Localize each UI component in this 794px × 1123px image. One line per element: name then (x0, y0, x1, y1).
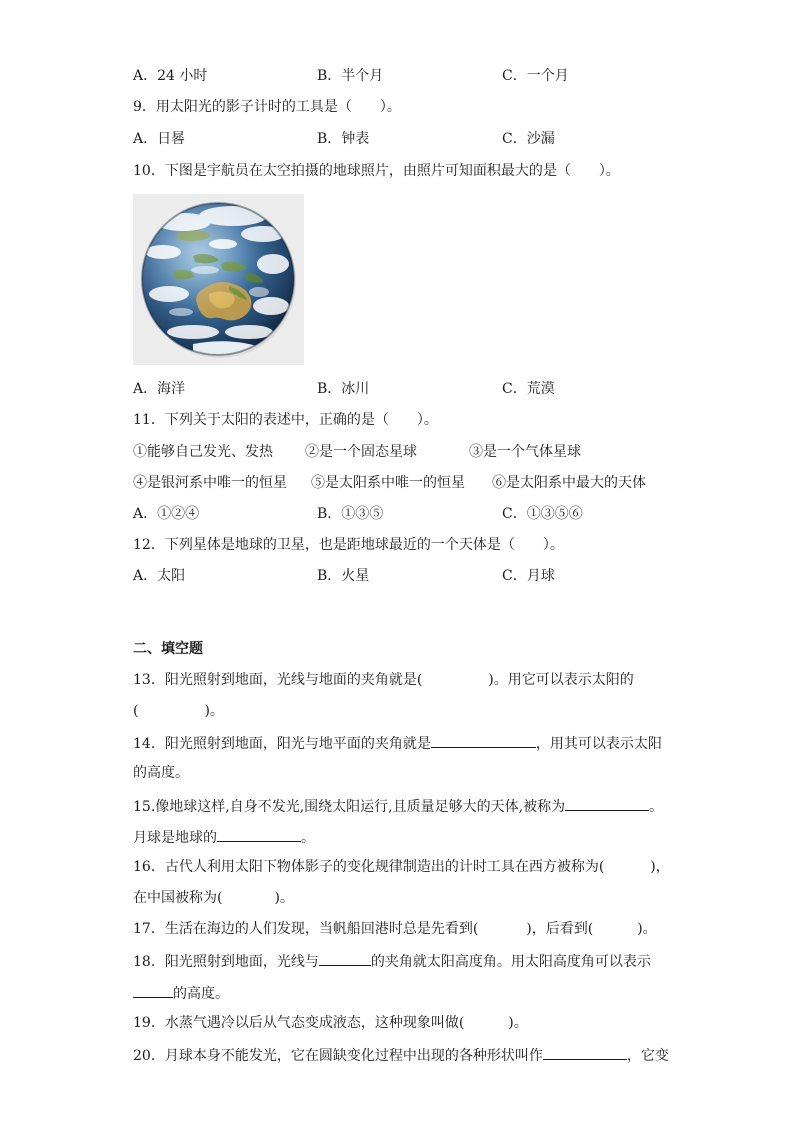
q13-line-1 (133, 671, 634, 689)
q12-option-b: B．火星 (317, 568, 370, 584)
q11-option-a: A．①②④ (133, 506, 200, 522)
q18-blank-2[interactable] (133, 983, 173, 998)
q10-option-c: C．荒漠 (502, 381, 555, 397)
q15-text-1a: 15.像地球这样,自身不发光,围绕太阳运行,且质量足够大的天体,被称为 (133, 799, 566, 815)
q17-text-a: 17．生活在海边的人们发现，当帆船回港时总是先看到( (133, 921, 479, 937)
q17-line (133, 920, 657, 938)
q18-blank-1[interactable] (319, 951, 371, 966)
q11-option-c: C．①③⑤⑥ (502, 506, 583, 522)
q16-line-2 (133, 889, 294, 907)
q9-option-b: B．钟表 (317, 131, 370, 147)
q15-text-2a: 月球是地球的 (133, 830, 217, 846)
q11-statement-2: ②是一个固态星球 (305, 444, 417, 460)
earth-globe-icon (133, 194, 304, 365)
q9-option-c: C．沙漏 (502, 131, 555, 147)
q15-line-2 (133, 827, 315, 845)
q13-text-2b: )。 (204, 703, 224, 719)
q16-text-1a: 16．古代人利用太阳下物体影子的变化规律制造出的计时工具在西方被称为( (133, 859, 605, 875)
q20-text-a: 20．月球本身不能发光，它在圆缺变化过程中出现的各种形状叫作 (133, 1048, 543, 1064)
q12-stem: 12．下列星体是地球的卫星，也是距地球最近的一个天体是（ ）。 (133, 537, 564, 553)
q20-text-b: ，它变 (626, 1048, 669, 1064)
q11-statement-5: ⑤是太阳系中唯一的恒星 (311, 475, 465, 491)
q13-text-2a: ( (133, 703, 139, 719)
q18-text-1b: 的夹角就太阳高度角。用太阳高度角可以表示 (370, 954, 651, 970)
q16-line-1 (133, 858, 670, 876)
q15-line-1 (133, 796, 663, 814)
q10-option-b: B．冰川 (317, 381, 370, 397)
q15-blank-2[interactable] (217, 827, 301, 842)
q11-statement-4: ④是银河系中唯一的恒星 (133, 475, 287, 491)
q15-text-1b: 。 (649, 799, 664, 815)
q12-option-a: A．太阳 (133, 568, 186, 584)
q16-text-2b: )。 (274, 890, 294, 906)
q8-option-c: C．一个月 (502, 68, 569, 84)
q15-text-2b: 。 (301, 830, 315, 846)
q18-line-2 (133, 983, 229, 1001)
q14-line-2: 的高度。 (133, 765, 189, 781)
q17-text-c: )。 (637, 921, 657, 937)
q14-text-1b: ，用其可以表示太阳 (535, 736, 662, 752)
q13-line-2 (133, 702, 224, 720)
q16-text-2a: 在中国被称为( (133, 890, 223, 906)
q18-text-1a: 18．阳光照射到地面，光线与 (133, 954, 319, 970)
section-title: 二、填空题 (133, 641, 203, 657)
q20-blank[interactable] (543, 1045, 627, 1060)
q18-line-1 (133, 951, 651, 969)
q9-option-a: A．日晷 (133, 131, 186, 147)
q11-option-b: B．①③⑤ (317, 506, 384, 522)
q20-line (133, 1045, 669, 1063)
q18-text-2: 的高度。 (173, 986, 229, 1002)
q19-text-a: 19．水蒸气遇冷以后从气态变成液态，这种现象叫做( (133, 1015, 465, 1031)
q17-text-b: )，后看到( (526, 921, 594, 937)
q19-text-b: )。 (508, 1015, 528, 1031)
q9-stem: 9．用太阳光的影子计时的工具是（ ）。 (133, 99, 401, 115)
q10-option-a: A．海洋 (133, 381, 186, 397)
q12-option-c: C．月球 (502, 568, 555, 584)
q16-text-1b: )， (650, 859, 670, 875)
earth-photo (133, 194, 304, 365)
q13-text-1a: 13．阳光照射到地面，光线与地面的夹角就是( (133, 672, 423, 688)
q15-blank-1[interactable] (565, 796, 649, 811)
q11-statement-1: ①能够自己发光、发热 (133, 444, 273, 460)
q14-text-1a: 14．阳光照射到地面，阳光与地平面的夹角就是 (133, 736, 431, 752)
q13-text-1b: )。用它可以表示太阳的 (488, 672, 634, 688)
q19-line (133, 1014, 528, 1032)
q8-option-b: B．半个月 (317, 68, 384, 84)
q11-statement-6: ⑥是太阳系中最大的天体 (492, 475, 646, 491)
q11-statement-3: ③是一个气体星球 (469, 444, 581, 460)
q8-option-a: A．24 小时 (133, 68, 208, 84)
q10-stem: 10．下图是宇航员在太空拍摄的地球照片，由照片可知面积最大的是（ ）。 (133, 163, 620, 179)
q14-line-1 (133, 733, 662, 751)
q11-stem: 11．下列关于太阳的表述中，正确的是（ ）。 (133, 412, 438, 428)
q14-blank[interactable] (431, 733, 536, 748)
